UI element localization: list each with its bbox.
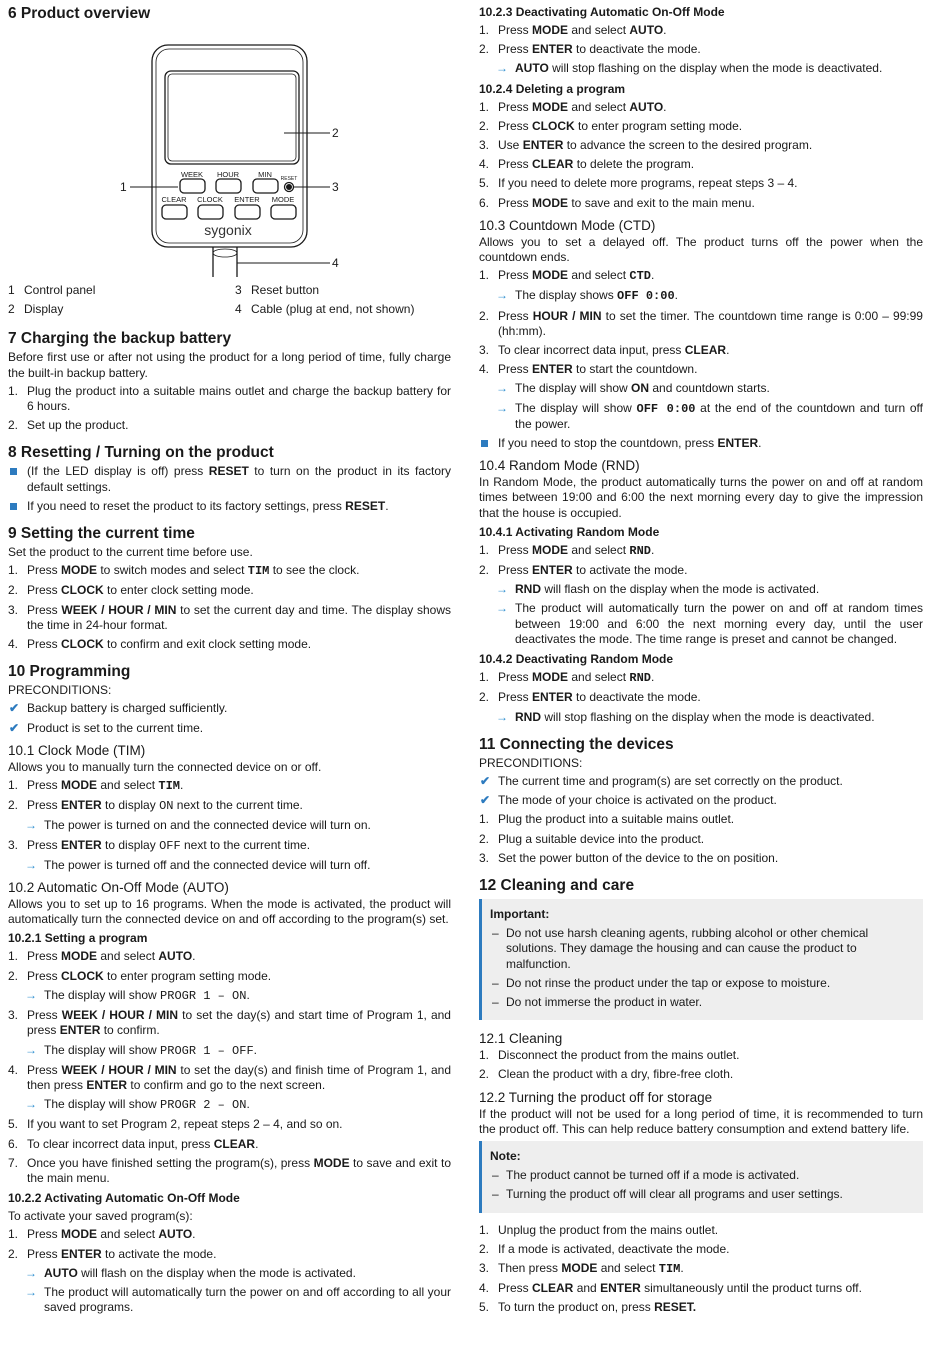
step-list bbox=[8, 1063, 451, 1093]
section-clock-mode bbox=[8, 742, 451, 873]
subsection-title: 12.1 Cleaning bbox=[479, 1031, 563, 1047]
step: 2. Press ENTER to deactivate the mode. bbox=[479, 690, 701, 705]
section-activating-auto bbox=[8, 1190, 451, 1315]
check-item: ✔ Product is set to the current time. bbox=[9, 720, 204, 735]
device-housing bbox=[152, 45, 307, 247]
step: 2. Press HOUR / MIN to set the timer. The countdown time range is 0:00 – 99:99 (hh:mm). bbox=[479, 308, 923, 338]
section-activating-random bbox=[479, 524, 923, 647]
step: 5. If you need to delete more programs, repeat steps 3 – 4. bbox=[479, 176, 798, 191]
arrow-right-icon: → bbox=[25, 818, 37, 833]
step: 2. Set up the product. bbox=[8, 418, 129, 433]
step: 3. Use ENTER to advance the screen to the desired program. bbox=[479, 138, 813, 153]
display-frame bbox=[165, 71, 299, 164]
step: 3. Set the power button of the device to the on position. bbox=[479, 850, 779, 865]
result-line: → The display will show PROGR 1 – ON. bbox=[25, 987, 250, 1003]
step-list bbox=[8, 778, 451, 814]
section-random-mode bbox=[479, 457, 923, 521]
step: 1. Press MODE and select CTD. bbox=[479, 268, 655, 284]
step: 1. Press MODE and select AUTO. bbox=[479, 99, 667, 114]
section-deactivating-auto bbox=[479, 4, 923, 77]
section-title: 12 Cleaning and care bbox=[479, 876, 635, 894]
clock-label: CLOCK bbox=[197, 195, 223, 204]
intro-text: Before first use or after not using the product for a long period of time, fully charge the built-in backup battery. bbox=[8, 350, 451, 380]
enter-button bbox=[235, 205, 260, 219]
result-line: → The power is turned off and the connected device will turn off. bbox=[25, 857, 371, 872]
step: 2. Press CLOCK to enter program setting mode. bbox=[8, 968, 272, 983]
checkmark-icon: ✔ bbox=[480, 793, 491, 808]
arrow-right-icon: → bbox=[25, 1265, 37, 1280]
step: 3. Press ENTER to display OFF next to the current time. bbox=[8, 837, 311, 853]
section-connecting bbox=[479, 735, 923, 866]
step: 4. Press CLOCK to confirm and exit clock setting mode. bbox=[8, 637, 312, 652]
arrow-right-icon: → bbox=[496, 381, 508, 396]
subsubsection-title: 10.4.2 Deactivating Random Mode bbox=[479, 652, 674, 667]
arrow-right-icon: → bbox=[25, 1097, 37, 1112]
result-line: → The display will show PROGR 2 – ON. bbox=[25, 1097, 250, 1113]
subsubsection-title: 10.2.4 Deleting a program bbox=[479, 81, 626, 96]
result-line: → The power is turned on and the connected device will turn on. bbox=[25, 818, 371, 833]
reset-label: RESET bbox=[280, 176, 298, 182]
intro-text: In Random Mode, the product automatically turns the power on and off at random times between 19:00 and 6:00 the next morning every day to give the impression that the house is occupied. bbox=[479, 475, 923, 520]
result-line: → RND will stop flashing on the display when the mode is deactivated. bbox=[496, 709, 875, 724]
subsection-title: 10.3 Countdown Mode (CTD) bbox=[479, 217, 656, 233]
bullet-list bbox=[479, 436, 923, 451]
step-list bbox=[8, 1227, 451, 1261]
section-title: 9 Setting the current time bbox=[8, 525, 195, 543]
result-line: → The display will show PROGR 1 – OFF. bbox=[25, 1042, 258, 1058]
step: 4. Press CLEAR and ENTER simultaneously until the product turns off. bbox=[479, 1281, 862, 1296]
section-title: 7 Charging the backup battery bbox=[8, 330, 232, 348]
callout-2: 2 bbox=[332, 126, 339, 140]
step-list bbox=[8, 949, 451, 983]
step-list bbox=[8, 563, 451, 652]
checkmark-icon: ✔ bbox=[480, 773, 491, 788]
section-countdown-mode bbox=[479, 217, 923, 451]
result-line: → RND will flash on the display when the mode is activated. bbox=[496, 582, 820, 597]
callout-4: 4 bbox=[332, 256, 339, 270]
subsubsection-title: 10.2.1 Setting a program bbox=[8, 931, 148, 946]
step: 1. Unplug the product from the mains outlet. bbox=[479, 1222, 719, 1237]
step: 3. Press WEEK / HOUR / MIN to set the current day and time. The display shows the time in 24-hour format. bbox=[8, 602, 451, 632]
step: 5. If you want to set Program 2, repeat steps 2 – 4, and so on. bbox=[8, 1117, 343, 1132]
intro-text: Allows you to set up to 16 programs. When the mode is activated, the product will automatically turn the connected device on and off according to the program(s) set. bbox=[8, 897, 451, 927]
section-setting-time bbox=[8, 524, 451, 652]
step-list bbox=[8, 1117, 451, 1186]
result-line: → The product will automatically turn the power on and off at random times between 19:00 and 6:00 the next morning every day, until the user deactivates the mode. The time range is preset and cannot be changed. bbox=[496, 601, 923, 646]
cable bbox=[213, 247, 237, 277]
legend-item: 4 Cable (plug at end, not shown) bbox=[235, 302, 415, 317]
section-cleaning-care bbox=[479, 876, 923, 1020]
step-list bbox=[479, 1048, 923, 1082]
section-product-overview bbox=[8, 4, 451, 317]
product-diagram bbox=[8, 25, 451, 277]
result-line: → AUTO will stop flashing on the display when the mode is deactivated. bbox=[496, 61, 883, 76]
step: 1. Plug the product into a suitable mains outlet. bbox=[479, 812, 735, 827]
step-list bbox=[479, 1223, 923, 1316]
step: 4. Press CLEAR to delete the program. bbox=[479, 157, 695, 172]
hour-button bbox=[216, 179, 241, 193]
section-resetting bbox=[8, 443, 451, 514]
step-list bbox=[479, 670, 923, 705]
step: 3. Then press MODE and select TIM. bbox=[479, 1260, 684, 1276]
step: 1. Press MODE and select TIM. bbox=[8, 778, 184, 794]
mode-button bbox=[271, 205, 296, 219]
step-list bbox=[8, 1008, 451, 1038]
min-button bbox=[253, 179, 278, 193]
step: 1. Press MODE and select AUTO. bbox=[479, 23, 667, 37]
step: 1. Disconnect the product from the mains outlet. bbox=[479, 1048, 740, 1063]
section-title: 10 Programming bbox=[8, 663, 131, 681]
section-title: 11 Connecting the devices bbox=[479, 735, 674, 753]
check-item: ✔ The mode of your choice is activated on the product. bbox=[480, 793, 777, 808]
arrow-right-icon: → bbox=[496, 709, 508, 724]
step-list bbox=[8, 838, 451, 854]
step: 1. Press MODE and select RND. bbox=[479, 542, 655, 558]
step: 3. To clear incorrect data input, press CLEAR. bbox=[479, 343, 730, 358]
step: 2. Clean the product with a dry, fibre-free cloth. bbox=[479, 1067, 734, 1082]
step-list bbox=[479, 268, 923, 284]
step: 1. Press MODE and select AUTO. bbox=[8, 949, 196, 964]
arrow-right-icon: → bbox=[496, 601, 508, 616]
step: 5. To turn the product on, press RESET. bbox=[479, 1300, 697, 1315]
notice-item: – The product cannot be turned off if a mode is activated. bbox=[492, 1168, 800, 1183]
intro-text: If the product will not be used for a long period of time, it is recommended to turn the product off. This can help reduce battery consumption and extend battery life. bbox=[479, 1106, 923, 1136]
subsubsection-title: 10.2.2 Activating Automatic On-Off Mode bbox=[8, 1191, 240, 1206]
preconditions-label: PRECONDITIONS: bbox=[479, 755, 583, 770]
subsubsection-title: 10.2.3 Deactivating Automatic On-Off Mode bbox=[479, 5, 725, 19]
step: 2. If a mode is activated, deactivate the mode. bbox=[479, 1241, 730, 1256]
notice-item: – Do not immerse the product in water. bbox=[492, 994, 703, 1009]
step: 4. Press ENTER to start the countdown. bbox=[479, 362, 698, 377]
notice-item: – Do not use harsh cleaning agents, rubbing alcohol or other chemical solutions. They damage the housing and can cause the product to malfunction. bbox=[492, 926, 869, 971]
section-charging bbox=[8, 329, 451, 433]
step: 2. Press ENTER to deactivate the mode. bbox=[479, 42, 701, 57]
section-title: 6 Product overview bbox=[8, 5, 151, 22]
bullet-item: If you need to reset the product to its factory settings, press RESET. bbox=[8, 499, 451, 514]
step: 2. Press ENTER to display ON next to the current time. bbox=[8, 798, 303, 814]
subsection-title: 10.1 Clock Mode (TIM) bbox=[8, 742, 146, 758]
bullet-list bbox=[8, 464, 451, 514]
notice-item: – Turning the product off will clear all programs and user settings. bbox=[492, 1187, 843, 1202]
section-setting-program bbox=[8, 930, 451, 1186]
arrow-right-icon: → bbox=[25, 1284, 37, 1299]
step: 2. Press CLOCK to enter program setting mode. bbox=[479, 118, 743, 133]
result-line: → The display will show ON and countdown starts. bbox=[496, 381, 770, 396]
section-deactivating-random bbox=[479, 651, 923, 725]
notice-title: Note: bbox=[490, 1148, 521, 1163]
step: 6. To clear incorrect data input, press CLEAR. bbox=[8, 1136, 259, 1151]
step-list bbox=[479, 100, 923, 211]
step-list bbox=[479, 812, 923, 866]
timer-illustration bbox=[8, 25, 451, 277]
arrow-right-icon: → bbox=[496, 400, 508, 415]
result-line: → The display will show OFF 0:00 at the end of the countdown and turn off the power. bbox=[496, 400, 924, 431]
step: 2. Plug a suitable device into the product. bbox=[479, 831, 705, 846]
step-list bbox=[479, 23, 923, 57]
arrow-right-icon: → bbox=[25, 857, 37, 872]
step: 2. Press ENTER to activate the mode. bbox=[479, 563, 688, 578]
step: 7. Once you have finished setting the program(s), press MODE to save and exit to the main menu. bbox=[8, 1155, 451, 1185]
bullet-item: If you need to stop the countdown, press ENTER. bbox=[479, 436, 923, 451]
mode-label: MODE bbox=[271, 195, 295, 204]
section-title: 8 Resetting / Turning on the product bbox=[8, 444, 274, 462]
min-label: MIN bbox=[258, 170, 272, 179]
check-list bbox=[479, 774, 923, 808]
result-line: → The display shows OFF 0:00. bbox=[496, 288, 678, 304]
note-box bbox=[479, 1141, 923, 1213]
intro-text: To activate your saved program(s): bbox=[8, 1209, 193, 1224]
step: 1. Press MODE to switch modes and select TIM to see the clock. bbox=[8, 563, 360, 579]
step: 2. Press ENTER to activate the mode. bbox=[8, 1246, 217, 1261]
result-line: → AUTO will flash on the display when the mode is activated. bbox=[25, 1265, 356, 1280]
section-storage bbox=[479, 1089, 923, 1316]
check-list bbox=[8, 701, 451, 735]
legend-item: 3 Reset button bbox=[235, 283, 320, 297]
step-list bbox=[479, 543, 923, 578]
step: 1. Press MODE and select RND. bbox=[479, 670, 655, 686]
notice-item: – Do not rinse the product under the tap or expose to moisture. bbox=[492, 975, 831, 990]
section-deleting-program bbox=[479, 81, 923, 211]
preconditions-label: PRECONDITIONS: bbox=[8, 683, 112, 698]
checkmark-icon: ✔ bbox=[9, 720, 20, 735]
figure-legend bbox=[8, 283, 451, 317]
right-column bbox=[479, 4, 923, 1322]
arrow-right-icon: → bbox=[496, 288, 508, 303]
arrow-right-icon: → bbox=[25, 1042, 37, 1057]
step: 4. Press WEEK / HOUR / MIN to set the day(s) and finish time of Program 1, and then press ENTER to confirm and go to the next screen. bbox=[8, 1062, 451, 1092]
bullet-item: (If the LED display is off) press RESET to turn on the product in its factory default settings. bbox=[8, 464, 451, 494]
square-bullet-icon bbox=[10, 468, 17, 475]
result-line: → The product will automatically turn the power on and off according to all your saved programs. bbox=[25, 1284, 451, 1315]
arrow-right-icon: → bbox=[496, 582, 508, 597]
intro-text: Allows you to set a delayed off. The product turns off the power when the countdown ends. bbox=[479, 234, 923, 265]
subsection-title: 10.4 Random Mode (RND) bbox=[479, 458, 640, 474]
subsection-title: 10.2 Automatic On-Off Mode (AUTO) bbox=[8, 880, 229, 896]
hour-label: HOUR bbox=[216, 170, 240, 179]
notice-title: Important: bbox=[490, 906, 550, 921]
intro-text: Set the product to the current time before use. bbox=[8, 545, 253, 560]
step-list bbox=[479, 309, 923, 378]
step: 2. Press CLOCK to enter clock setting mode. bbox=[8, 583, 254, 598]
week-label: WEEK bbox=[180, 170, 204, 179]
intro-text: Allows you to manually turn the connected device on or off. bbox=[8, 759, 322, 774]
brand-logo: sygonix bbox=[204, 222, 252, 238]
callout-1: 1 bbox=[120, 180, 127, 194]
important-notice-box bbox=[479, 899, 923, 1020]
step: 1. Plug the product into a suitable mains outlet and charge the backup battery for 6 hours. bbox=[8, 383, 451, 414]
checkmark-icon: ✔ bbox=[9, 701, 20, 716]
step: 3. Press WEEK / HOUR / MIN to set the day(s) and start time of Program 1, and press ENTER to confirm. bbox=[8, 1008, 451, 1038]
check-item: ✔ The current time and program(s) are set correctly on the product. bbox=[480, 773, 843, 788]
clear-button bbox=[162, 205, 187, 219]
clock-button bbox=[198, 205, 223, 219]
legend-item: 2 Display bbox=[8, 302, 64, 317]
left-column bbox=[8, 4, 451, 1321]
section-programming bbox=[8, 662, 451, 736]
square-bullet-icon bbox=[481, 440, 488, 447]
section-auto-mode bbox=[8, 879, 451, 927]
step: 1. Press MODE and select AUTO. bbox=[8, 1227, 196, 1242]
check-item: ✔ Backup battery is charged sufficiently. bbox=[9, 701, 228, 716]
subsection-title: 12.2 Turning the product off for storage bbox=[479, 1089, 713, 1105]
step-list bbox=[8, 384, 451, 434]
section-cleaning bbox=[479, 1030, 923, 1082]
subsubsection-title: 10.4.1 Activating Random Mode bbox=[479, 524, 660, 539]
square-bullet-icon bbox=[10, 503, 17, 510]
callout-3: 3 bbox=[332, 180, 339, 194]
step: 6. Press MODE to save and exit to the main menu. bbox=[479, 195, 755, 210]
clear-label: CLEAR bbox=[161, 195, 187, 204]
week-button bbox=[180, 179, 205, 193]
enter-label: ENTER bbox=[234, 195, 260, 204]
legend-item: 1 Control panel bbox=[8, 283, 96, 297]
arrow-right-icon: → bbox=[496, 61, 508, 76]
arrow-right-icon: → bbox=[25, 987, 37, 1002]
